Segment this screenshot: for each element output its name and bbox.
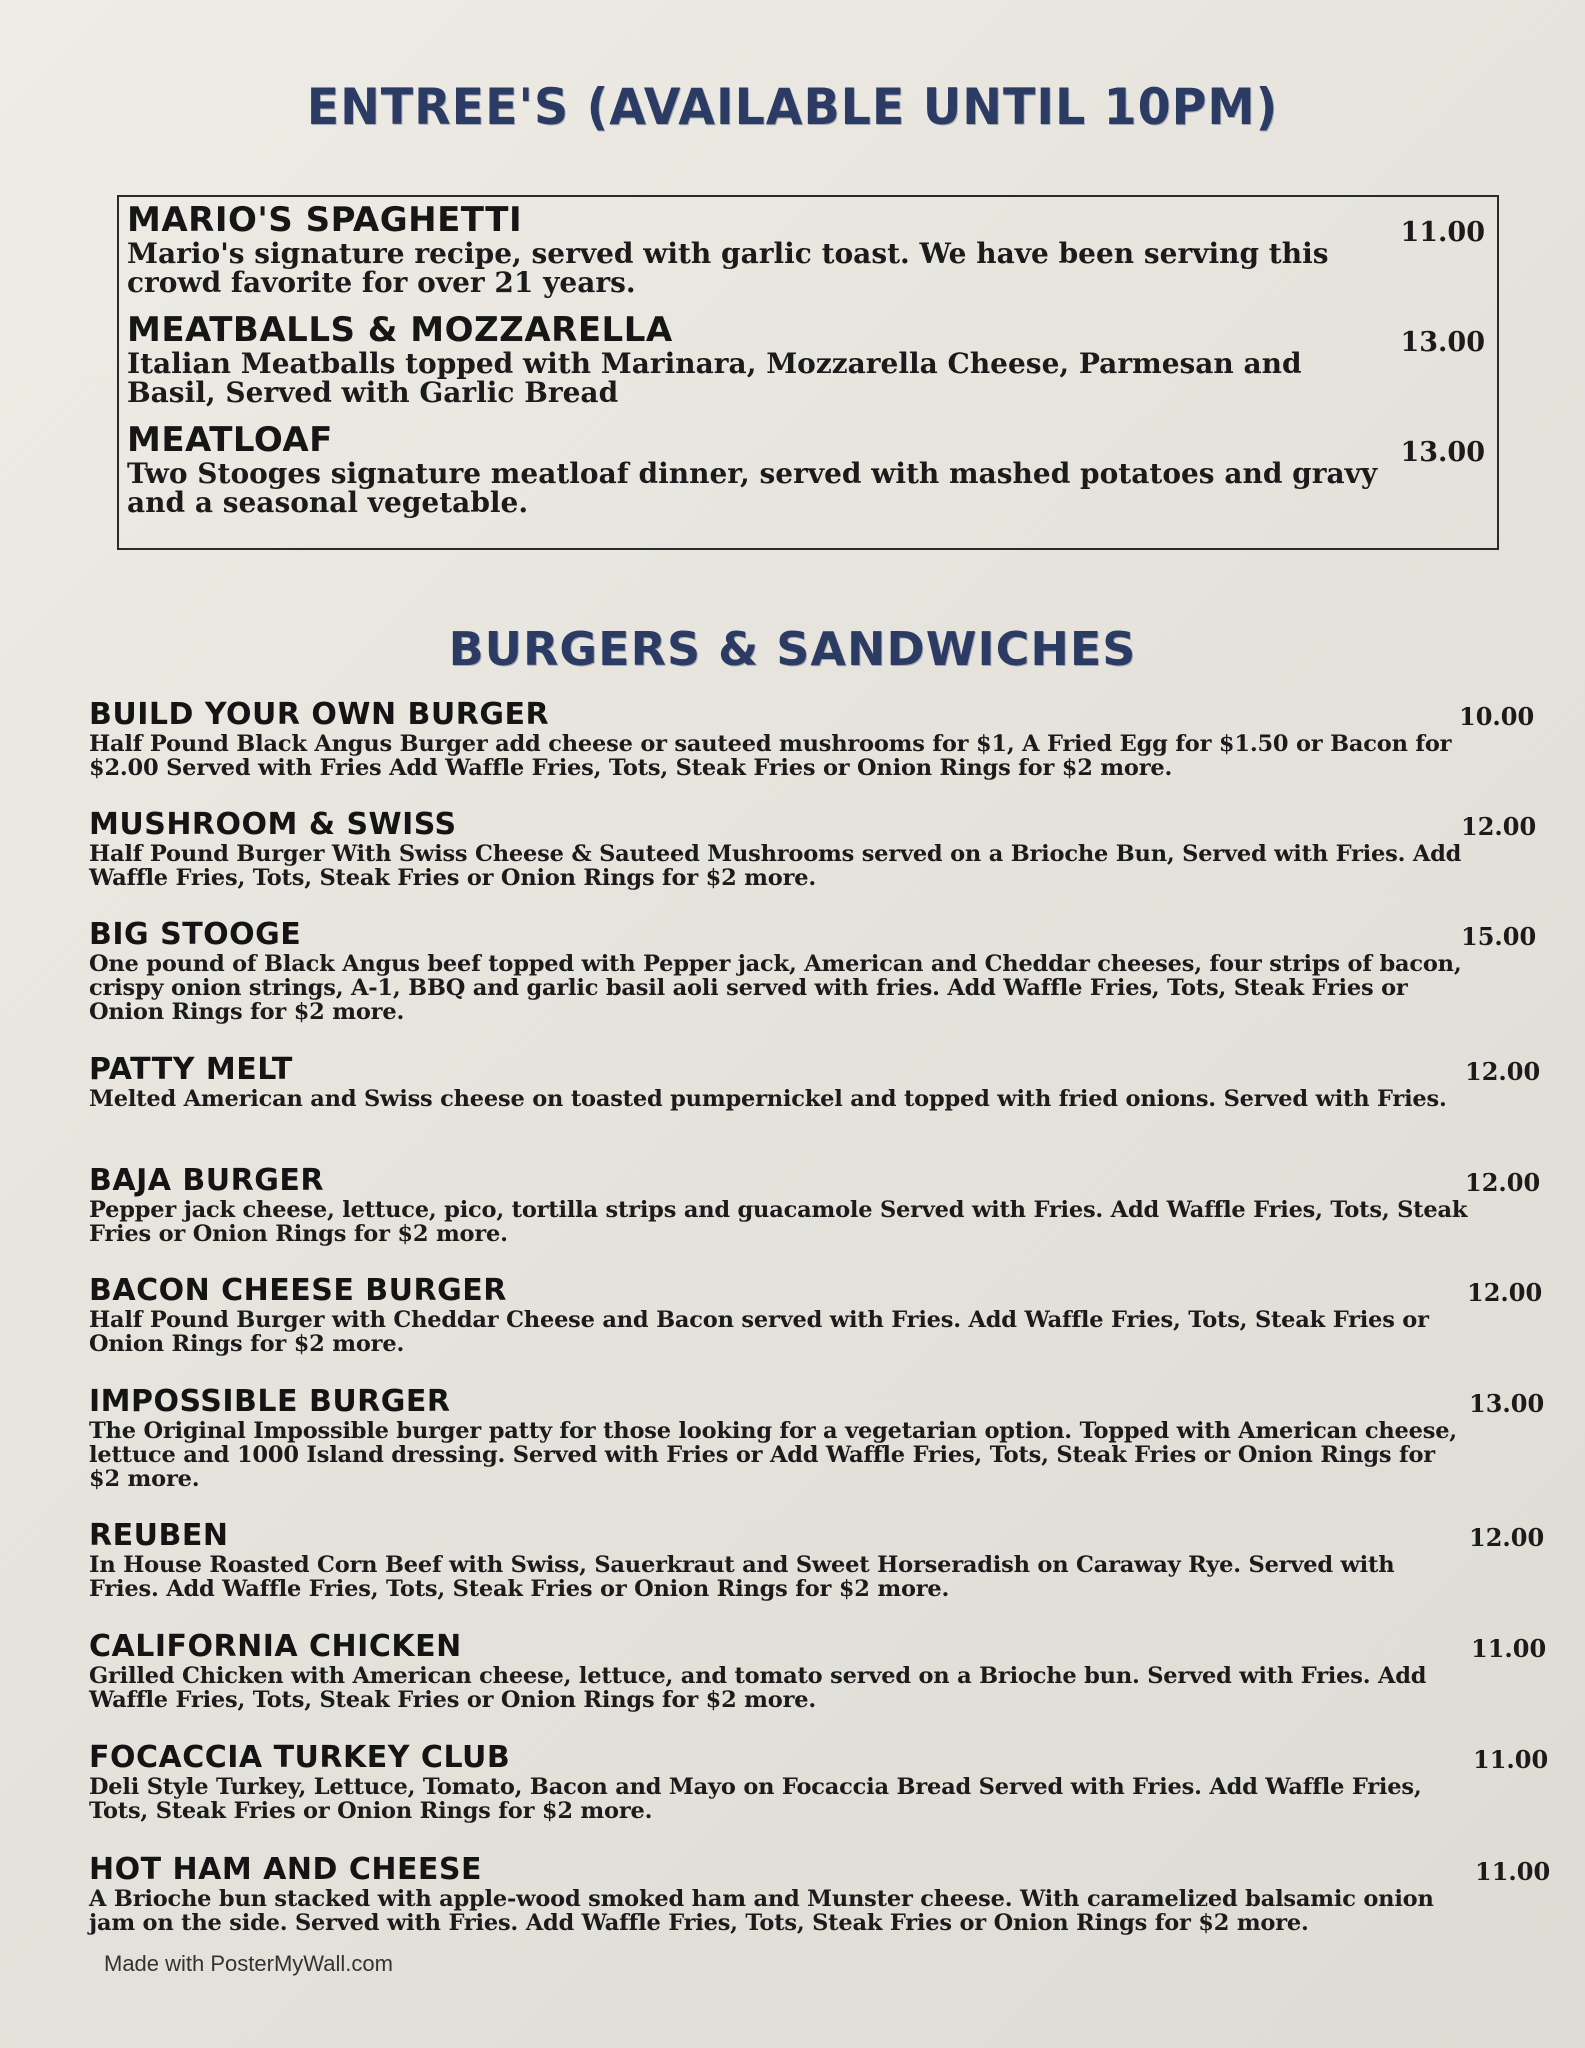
entrees-section-title: ENTREE'S (AVAILABLE UNTIL 10PM) xyxy=(306,78,1279,136)
menu-item-california-chicken xyxy=(89,1630,1559,1712)
menu-item-name: BAJA BURGER xyxy=(89,1163,324,1198)
menu-item-description: Melted American and Swiss cheese on toasted pumpernickel and topped with fried onions. Served with Fries. xyxy=(89,1086,1447,1112)
menu-item-description: A Brioche bun stacked with apple-wood smoked ham and Munster cheese. With caramelized balsamic onion jam on the side. Served with Fries. Add Waffle Fries, Tots, Steak Fries or Onion Rings for $2 more. xyxy=(89,1886,1434,1936)
menu-item-name: HOT HAM AND CHEESE xyxy=(89,1852,483,1887)
menu-item-price: 10.00 xyxy=(1459,702,1535,731)
menu-item-name: BACON CHEESE BURGER xyxy=(89,1273,507,1308)
menu-item-price: 12.00 xyxy=(1467,1278,1543,1307)
entree-name: MEATBALLS & MOZZARELLA xyxy=(127,310,673,350)
menu-item-mushroom-swiss xyxy=(89,808,1559,890)
menu-item-baja-burger xyxy=(89,1164,1559,1246)
menu-item-name: CALIFORNIA CHICKEN xyxy=(89,1629,462,1664)
menu-item-description: Half Pound Burger with Cheddar Cheese and Bacon served with Fries. Add Waffle Fries, Tots, Steak Fries or Onion Rings for $2 more. xyxy=(89,1307,1429,1357)
menu-item-name: PATTY MELT xyxy=(89,1052,293,1087)
menu-item-name: MUSHROOM & SWISS xyxy=(89,807,457,842)
menu-item-description: Grilled Chicken with American cheese, lettuce, and tomato served on a Brioche bun. Served with Fries. Add Waffle Fries, Tots, Steak Fries or Onion Rings for $2 more. xyxy=(89,1663,1427,1713)
entree-item-marios-spaghetti xyxy=(127,201,1489,297)
menu-item-price: 11.00 xyxy=(1473,1745,1549,1774)
menu-item-price: 12.00 xyxy=(1465,1057,1541,1086)
menu-item-price: 12.00 xyxy=(1465,1168,1541,1197)
menu-item-price: 12.00 xyxy=(1469,1523,1545,1552)
burgers-section-title: BURGERS & SANDWICHES xyxy=(448,622,1137,676)
menu-item-bacon-cheese-burger xyxy=(89,1274,1559,1356)
menu-item-build-your-own-burger xyxy=(89,698,1559,780)
entree-description: Two Stooges signature meatloaf dinner, served with mashed potatoes and gravy and a seasonal vegetable. xyxy=(127,457,1378,519)
menu-item-price: 11.00 xyxy=(1471,1634,1547,1663)
entree-price: 13.00 xyxy=(1400,437,1485,468)
menu-item-impossible-burger xyxy=(89,1385,1559,1491)
menu-item-description: The Original Impossible burger patty for those looking for a vegetarian option. Topped with American cheese, lettuce and 1000 Island dressing. Served with Fries or Add Waffle Fries, Tots, Steak Fries or Onion Rings for $2 more. xyxy=(89,1418,1457,1492)
menu-item-description: In House Roasted Corn Beef with Swiss, Sauerkraut and Sweet Horseradish on Caraway Rye. Served with Fries. Add Waffle Fries, Tots, Steak Fries or Onion Rings for $2 more. xyxy=(89,1552,1395,1602)
menu-item-price: 13.00 xyxy=(1469,1389,1545,1418)
menu-item-description: Deli Style Turkey, Lettuce, Tomato, Bacon and Mayo on Focaccia Bread Served with Fries. Add Waffle Fries, Tots, Steak Fries or Onion Rings for $2 more. xyxy=(89,1774,1422,1824)
menu-item-name: IMPOSSIBLE BURGER xyxy=(89,1384,451,1419)
menu-item-focaccia-turkey-club xyxy=(89,1741,1559,1823)
entree-price: 13.00 xyxy=(1400,327,1485,358)
menu-item-name: BUILD YOUR OWN BURGER xyxy=(89,697,550,732)
menu-item-patty-melt xyxy=(89,1053,1559,1111)
menu-item-description: Half Pound Black Angus Burger add cheese or sauteed mushrooms for $1, A Fried Egg for $1.50 or Bacon for $2.00 Served with Fries Add Waffle Fries, Tots, Steak Fries or Onion Rings for $2 more. xyxy=(89,731,1452,781)
entrees-box xyxy=(117,195,1499,550)
menu-item-name: FOCACCIA TURKEY CLUB xyxy=(89,1740,511,1775)
menu-item-price: 15.00 xyxy=(1461,922,1537,951)
menu-item-price: 11.00 xyxy=(1475,1857,1551,1886)
menu-item-description: Half Pound Burger With Swiss Cheese & Sauteed Mushrooms served on a Brioche Bun, Served with Fries. Add Waffle Fries, Tots, Steak Fries or Onion Rings for $2 more. xyxy=(89,841,1462,891)
entree-item-meatloaf xyxy=(127,421,1489,517)
menu-item-price: 12.00 xyxy=(1461,812,1537,841)
menu-item-name: BIG STOOGE xyxy=(89,917,302,952)
menu-item-description: One pound of Black Angus beef topped with Pepper jack, American and Cheddar cheeses, four strips of bacon, crispy onion strings, A-1, BBQ and garlic basil aoli served with fries. Add Waffle Fries, Tots, Steak Fries or Onion Rings for $2 more. xyxy=(89,951,1462,1025)
menu-item-description: Pepper jack cheese, lettuce, pico, tortilla strips and guacamole Served with Fries. Add Waffle Fries, Tots, Steak Fries or Onion Rings for $2 more. xyxy=(89,1197,1468,1247)
entree-price: 11.00 xyxy=(1400,217,1485,248)
footer-credit: Made with PosterMyWall.com xyxy=(104,1951,393,1976)
entree-description: Italian Meatballs topped with Marinara, Mozzarella Cheese, Parmesan and Basil, Served with Garlic Bread xyxy=(127,347,1302,409)
entree-item-meatballs-mozzarella xyxy=(127,311,1489,407)
menu-item-name: REUBEN xyxy=(89,1518,229,1553)
menu-item-reuben xyxy=(89,1519,1559,1601)
menu-item-hot-ham-and-cheese xyxy=(89,1853,1559,1935)
entree-description: Mario's signature recipe, served with garlic toast. We have been serving this crowd favorite for over 21 years. xyxy=(127,237,1329,299)
entree-name: MEATLOAF xyxy=(127,420,333,460)
entree-name: MARIO'S SPAGHETTI xyxy=(127,200,523,240)
menu-item-big-stooge xyxy=(89,918,1559,1024)
